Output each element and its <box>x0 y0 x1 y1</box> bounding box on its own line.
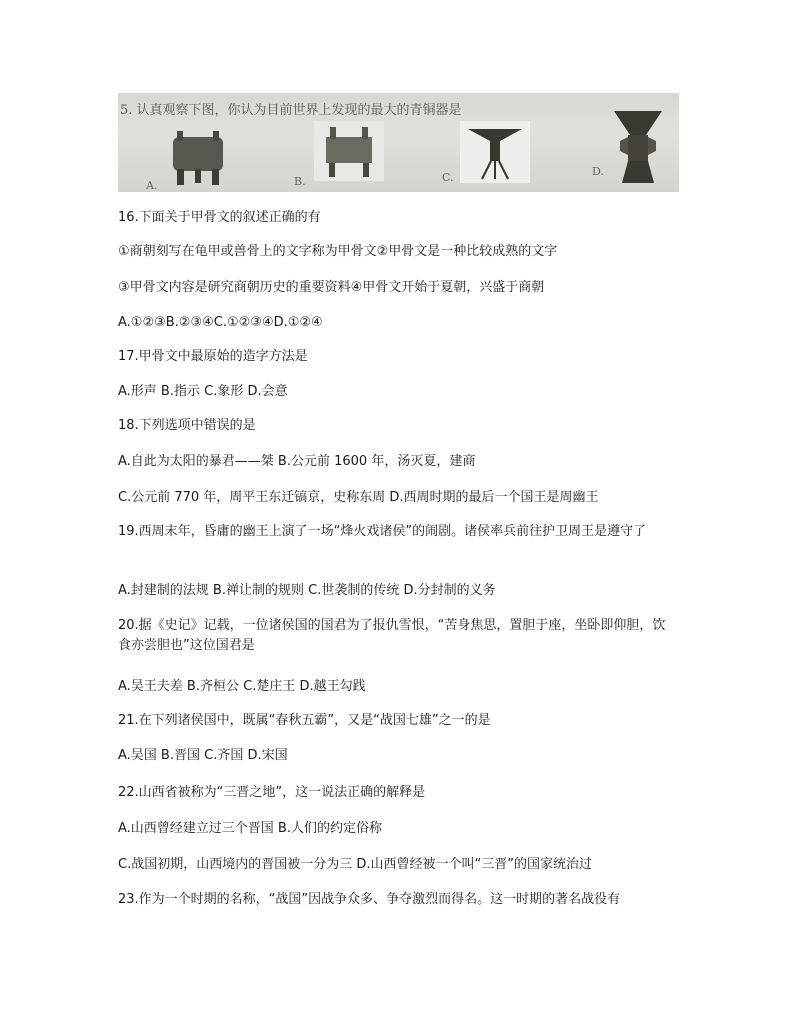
question-21: 21.在下列诸侯国中，既属“春秋五霸”，又是“战国七雄”之一的是 <box>118 713 491 728</box>
bronze-zun-d-image <box>610 107 666 187</box>
option-d-label: D. <box>592 165 604 178</box>
question-16: 16.下面关于甲骨文的叙述正确的有 <box>118 210 321 225</box>
q19-options: A.封建制的法规 B.禅让制的规则 C.世袭制的传统 D.分封制的义务 <box>118 583 496 598</box>
bronze-ding-b-image <box>314 121 384 181</box>
question-18: 18.下列选项中错误的是 <box>118 418 256 433</box>
q16-statement-3-4: ③甲骨文内容是研究商朝历史的重要资料④甲骨文开始于夏朝，兴盛于商朝 <box>118 280 545 295</box>
question-20: 20.据《史记》记载，一位诸侯国的国君为了报仇雪恨，“苦身焦思，置胆于座，坐卧即仰胆，饮食亦尝胆也”这位国君是 <box>118 618 666 653</box>
question-17: 17.甲骨文中最原始的造字方法是 <box>118 349 308 364</box>
question-22: 22.山西省被称为“三晋之地”，这一说法正确的解释是 <box>118 785 426 800</box>
option-a-label: A. <box>146 179 158 192</box>
q16-options: A.①②③B.②③④C.①②③④D.①②④ <box>118 315 323 330</box>
q21-options: A.吴国 B.晋国 C.齐国 D.宋国 <box>118 748 288 763</box>
bronze-ding-a-image <box>163 131 233 189</box>
q18-options-ab: A.自此为太阳的暴君——桀 B.公元前 1600 年，汤灭夏，建商 <box>118 454 476 469</box>
question-23: 23.作为一个时期的名称，“战国”因战争众多、争夺激烈而得名。这一时期的著名战役有 <box>118 892 621 907</box>
q22-options-ab: A.山西曾经建立过三个晋国 B.人们的约定俗称 <box>118 821 382 836</box>
q20-options: A.吴王夫差 B.齐桓公 C.楚庄王 D.越王勾践 <box>118 679 366 694</box>
question-15-stem: 5. 认真观察下图，你认为目前世界上发现的最大的青铜器是 <box>120 103 462 118</box>
option-c-label: C. <box>442 171 454 184</box>
bronze-ware-photo <box>118 93 679 192</box>
q22-options-cd: C.战国初期，山西境内的晋国被一分为三 D.山西曾经被一个叫“三晋”的国家统治过 <box>118 857 592 872</box>
q16-statement-1-2: ①商朝刻写在龟甲或兽骨上的文字称为甲骨文②甲骨文是一种比较成熟的文字 <box>118 244 558 259</box>
bronze-jue-c-image <box>460 121 530 183</box>
option-b-label: B. <box>294 175 306 188</box>
question-19: 19.西周末年，昏庸的幽王上演了一场“烽火戏诸侯”的闹剧。诸侯率兵前往护卫周王是遵守了 <box>118 524 647 539</box>
q18-options-cd: C.公元前 770 年，周平王东迁镐京，史称东周 D.西周时期的最后一个国王是周幽王 <box>118 490 599 505</box>
q17-options: A.形声 B.指示 C.象形 D.会意 <box>118 384 288 399</box>
